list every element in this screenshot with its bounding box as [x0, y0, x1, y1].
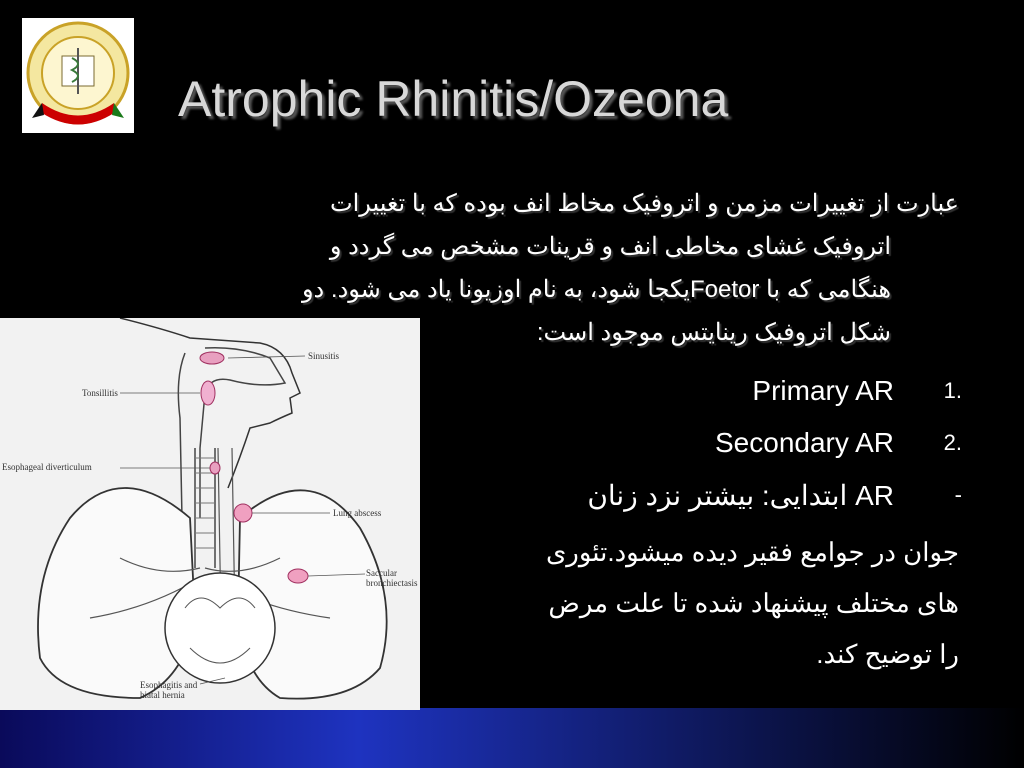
- ar-types-list: [442, 365, 962, 521]
- label-sinusitis: Sinusitis: [308, 351, 340, 361]
- label-bronchiectasis: bronchiectasis: [366, 578, 418, 588]
- paragraph-line: [59, 268, 959, 311]
- label-lung-abscess: Lung abscess: [333, 508, 382, 518]
- list-marker: -: [954, 482, 962, 507]
- list-item: [442, 365, 962, 417]
- respiratory-tract-diagram: [0, 318, 420, 710]
- paragraph-line: عبارت از تغییرات مزمن و اتروفیک مخاط انف بوده که با تغییرات: [329, 190, 959, 217]
- label-saccular: Saccular: [366, 568, 397, 578]
- list-item-text: Primary AR: [752, 375, 894, 406]
- bottom-gradient-bar: [0, 708, 1024, 768]
- slide-title: Atrophic Rhinitis/Ozeona: [178, 71, 729, 127]
- university-seal-logo: [22, 18, 134, 133]
- continuation-text: [399, 527, 959, 680]
- label-tonsillitis: Tonsillitis: [82, 388, 118, 398]
- label-hiatal-hernia: hiatal hernia: [140, 690, 185, 700]
- list-item: [442, 417, 962, 469]
- paragraph-line: شکل اتروفیک رینایتس موجود است:: [536, 319, 891, 346]
- list-marker: 2.: [943, 430, 962, 455]
- paragraph-text: یکجا شود، به نام اوزیونا یاد می شود. دو: [301, 276, 690, 303]
- label-esophageal-diverticulum: Esophageal diverticulum: [2, 462, 92, 472]
- label-esophagitis: Esophagitis and: [140, 680, 198, 690]
- continuation-line: را توضیح کند.: [816, 639, 959, 669]
- list-item: [442, 469, 962, 521]
- paragraph-text: هنگامی که با: [759, 276, 891, 303]
- ar-term: AR: [855, 479, 894, 511]
- list-item-text: Secondary AR: [715, 427, 894, 458]
- foetor-term: Foetor: [690, 276, 760, 303]
- continuation-line: جوان در جوامع فقیر دیده میشود.تئوری: [545, 537, 959, 567]
- list-item-text: [587, 479, 894, 512]
- list-item-rtl-text: ابتدایی: بیشتر نزد زنان: [587, 479, 856, 511]
- continuation-line: های مختلف پیشنهاد شده تا علت مرض: [548, 588, 959, 618]
- paragraph-line: اتروفیک غشای مخاطی انف و قرینات مشخص می گردد و: [329, 233, 891, 260]
- list-marker: 1.: [943, 378, 962, 403]
